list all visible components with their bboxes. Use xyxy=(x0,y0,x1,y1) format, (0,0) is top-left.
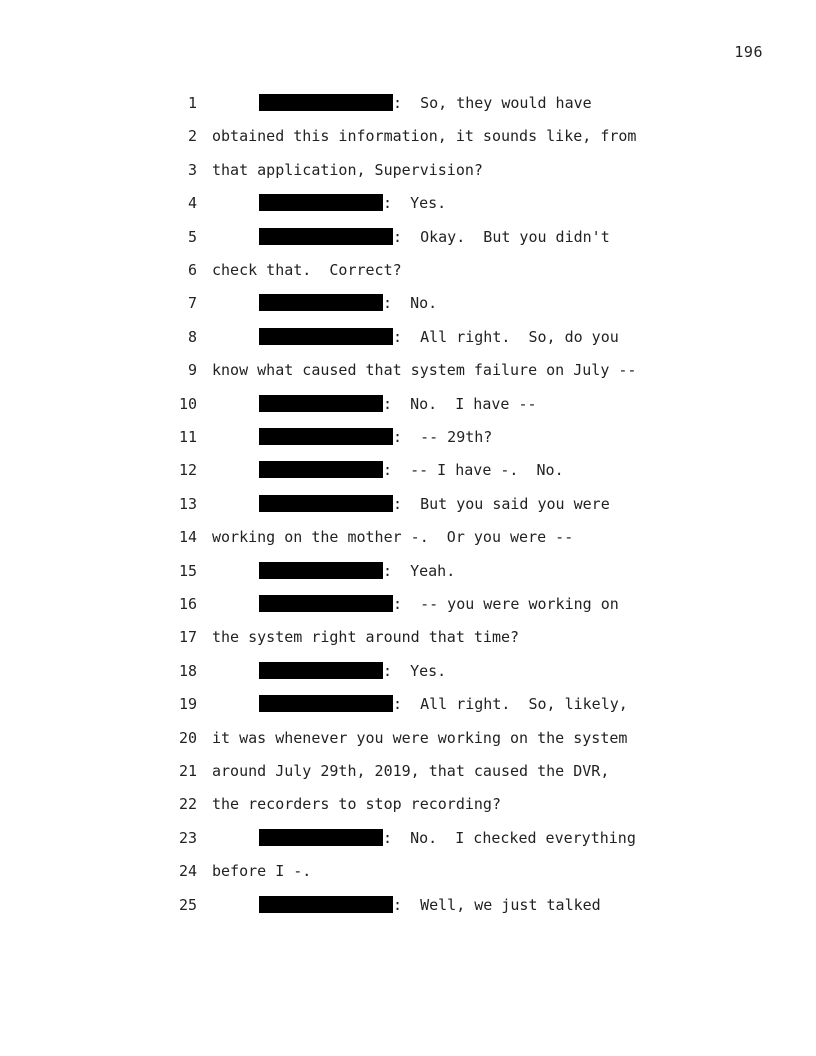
line-number: 24 xyxy=(178,862,197,881)
transcript-line xyxy=(0,460,816,480)
redaction-bar xyxy=(259,662,383,679)
line-text: : -- I have -. No. xyxy=(383,461,564,480)
line-text: : -- 29th? xyxy=(393,428,493,446)
transcript-line xyxy=(0,761,816,781)
redaction-bar xyxy=(259,461,383,478)
speaker-line xyxy=(259,460,564,480)
speaker-line xyxy=(259,828,636,848)
line-number: 14 xyxy=(178,528,197,547)
line-number: 18 xyxy=(178,661,197,680)
line-text: : All right. So, likely, xyxy=(393,695,628,714)
speaker-line xyxy=(259,394,537,414)
redaction-bar xyxy=(259,595,393,612)
line-number: 23 xyxy=(178,828,197,847)
line-number: 22 xyxy=(178,795,197,814)
line-text: : No. I checked everything xyxy=(383,828,636,847)
line-number: 17 xyxy=(178,628,197,647)
speaker-line xyxy=(259,694,628,714)
transcript-line xyxy=(0,360,816,380)
line-text: : Yeah. xyxy=(383,561,456,580)
transcript-line xyxy=(0,594,816,614)
redaction-bar xyxy=(259,194,383,211)
speaker-line xyxy=(259,494,610,514)
transcript-line xyxy=(0,561,816,581)
speaker-line xyxy=(259,327,619,347)
line-text: that application, Supervision? xyxy=(212,160,483,179)
speaker-line xyxy=(259,661,446,681)
line-number: 8 xyxy=(187,327,197,346)
transcript-line xyxy=(0,394,816,414)
line-text: : Yes. xyxy=(383,661,447,680)
line-number: 2 xyxy=(187,127,197,146)
transcript-line xyxy=(0,193,816,213)
line-number: 10 xyxy=(178,394,197,413)
line-number: 16 xyxy=(178,595,197,613)
transcript-line xyxy=(0,728,816,748)
line-text: obtained this information, it sounds like, from xyxy=(212,127,637,146)
speaker-line xyxy=(259,427,492,447)
line-number: 12 xyxy=(178,461,197,480)
line-text: around July 29th, 2019, that caused the DVR, xyxy=(212,762,610,780)
transcript-line xyxy=(0,327,816,347)
line-number: 15 xyxy=(178,561,197,580)
redaction-bar xyxy=(259,228,393,245)
line-text: before I -. xyxy=(212,862,312,881)
speaker-line xyxy=(259,895,601,915)
transcript-line xyxy=(0,527,816,547)
redaction-bar xyxy=(259,695,393,712)
line-number: 11 xyxy=(178,428,197,446)
redaction-bar xyxy=(259,562,383,579)
line-number: 25 xyxy=(178,895,197,914)
line-number: 19 xyxy=(178,695,197,714)
transcript-line xyxy=(0,160,816,180)
transcript-line xyxy=(0,93,816,113)
redaction-bar xyxy=(259,294,383,311)
line-text: : Well, we just talked xyxy=(393,895,601,914)
page-number: 196 xyxy=(734,43,763,61)
transcript-line xyxy=(0,627,816,647)
transcript-line xyxy=(0,427,816,447)
line-text: check that. Correct? xyxy=(212,261,402,279)
transcript-line xyxy=(0,694,816,714)
redaction-bar xyxy=(259,395,383,412)
transcript-line xyxy=(0,494,816,514)
transcript-line xyxy=(0,260,816,280)
redaction-bar xyxy=(259,495,393,512)
line-number: 7 xyxy=(187,294,197,313)
line-text: : Okay. But you didn't xyxy=(393,227,610,246)
line-number: 21 xyxy=(178,762,197,780)
line-text: : But you said you were xyxy=(393,494,610,513)
transcript-line xyxy=(0,661,816,681)
line-text: : All right. So, do you xyxy=(393,327,619,346)
line-text: the system right around that time? xyxy=(212,628,520,647)
transcript-line xyxy=(0,293,816,313)
speaker-line xyxy=(259,594,619,614)
line-text: working on the mother -. Or you were -- xyxy=(212,528,574,547)
line-text: : Yes. xyxy=(383,194,447,213)
transcript-line xyxy=(0,828,816,848)
line-text: it was whenever you were working on the system xyxy=(212,728,628,747)
speaker-line xyxy=(259,227,610,247)
line-text: : -- you were working on xyxy=(393,595,619,613)
line-number: 1 xyxy=(187,94,197,112)
transcript-line xyxy=(0,861,816,881)
transcript-line xyxy=(0,126,816,146)
line-number: 13 xyxy=(178,494,197,513)
line-number: 4 xyxy=(187,194,197,213)
transcript-line xyxy=(0,895,816,915)
line-text: : So, they would have xyxy=(393,94,592,112)
speaker-line xyxy=(259,293,437,313)
transcript-line xyxy=(0,227,816,247)
redaction-bar xyxy=(259,829,383,846)
redaction-bar xyxy=(259,428,393,445)
redaction-bar xyxy=(259,896,393,913)
line-number: 5 xyxy=(187,227,197,246)
redaction-bar xyxy=(259,328,393,345)
redaction-bar xyxy=(259,94,393,111)
line-text: : No. xyxy=(383,294,438,313)
line-number: 20 xyxy=(178,728,197,747)
line-text: the recorders to stop recording? xyxy=(212,795,501,814)
line-number: 6 xyxy=(187,261,197,279)
line-text: know what caused that system failure on July -- xyxy=(212,361,637,380)
speaker-line xyxy=(259,93,592,113)
speaker-line xyxy=(259,193,446,213)
line-text: : No. I have -- xyxy=(383,394,537,413)
line-number: 9 xyxy=(187,361,197,380)
line-number: 3 xyxy=(187,160,197,179)
transcript-line xyxy=(0,794,816,814)
speaker-line xyxy=(259,561,455,581)
